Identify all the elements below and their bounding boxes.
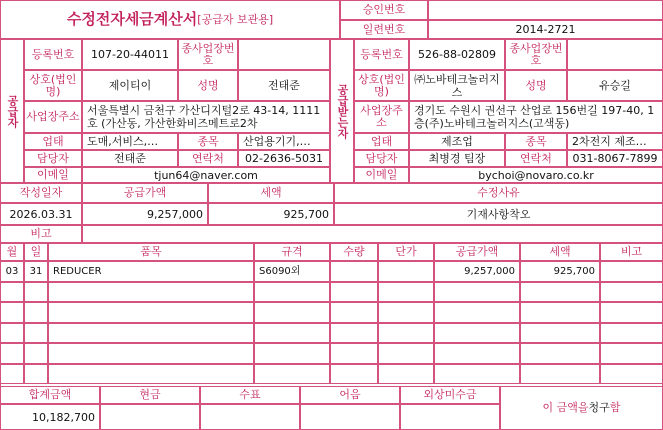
items-cell bbox=[254, 343, 330, 364]
serial-label: 일련번호 bbox=[340, 20, 428, 39]
supplier-branch-value bbox=[238, 39, 330, 70]
items-cell bbox=[254, 364, 330, 385]
items-cell bbox=[378, 282, 434, 303]
items-cell bbox=[0, 343, 24, 364]
supplier-manager-label: 담당자 bbox=[24, 150, 82, 167]
check-label: 수표 bbox=[200, 386, 300, 404]
items-cell: 31 bbox=[24, 261, 48, 282]
claim-prefix: 이 금액을 bbox=[542, 401, 589, 414]
supplier-phone-value: 02-2636-5031 bbox=[238, 150, 330, 167]
buyer-name-label: 상호(법인명) bbox=[354, 70, 409, 101]
items-header-cell: 공급가액 bbox=[434, 243, 520, 261]
supplier-biz-value: 도매,서비스,… bbox=[82, 133, 178, 150]
check-value bbox=[200, 404, 300, 430]
supplier-phone-label: 연락처 bbox=[178, 150, 238, 167]
items-cell bbox=[600, 282, 663, 303]
items-cell bbox=[600, 364, 663, 385]
buyer-reg-value: 526-88-02809 bbox=[409, 39, 505, 70]
buyer-manager-value: 최병경 팀장 bbox=[409, 150, 505, 167]
items-cell bbox=[330, 364, 378, 385]
note-value bbox=[82, 225, 663, 243]
buyer-email-label: 이메일 bbox=[354, 167, 409, 183]
items-cell bbox=[24, 282, 48, 303]
items-cell bbox=[330, 261, 378, 282]
items-cell bbox=[48, 282, 254, 303]
items-cell bbox=[600, 343, 663, 364]
cash-label: 현금 bbox=[100, 386, 200, 404]
supplier-addr-value: 서울특별시 금천구 가산디지털2로 43-14, 1111호 (가산동, 가산한화비즈메트로2차 bbox=[82, 101, 330, 133]
approval-value bbox=[428, 0, 663, 20]
items-cell bbox=[254, 282, 330, 303]
items-cell bbox=[520, 343, 600, 364]
items-cell bbox=[254, 323, 330, 344]
buyer-side-label: 공급받는자 bbox=[330, 39, 354, 183]
items-header-cell: 단가 bbox=[378, 243, 434, 261]
items-cell: 925,700 bbox=[520, 261, 600, 282]
credit-label: 외상미수금 bbox=[400, 386, 500, 404]
items-cell: 9,257,000 bbox=[434, 261, 520, 282]
bill-value bbox=[300, 404, 400, 430]
items-cell bbox=[434, 282, 520, 303]
bill-label: 어음 bbox=[300, 386, 400, 404]
supply-value: 9,257,000 bbox=[82, 203, 208, 225]
items-cell bbox=[0, 323, 24, 344]
claim-suffix: 함 bbox=[609, 401, 621, 414]
supplier-branch-label: 종사업장번호 bbox=[178, 39, 238, 70]
items-cell bbox=[330, 343, 378, 364]
buyer-addr-value: 경기도 수원시 권선구 산업로 156번길 197-40, 1층(주)노바테크놀러지스(고색동) bbox=[409, 101, 663, 133]
items-cell bbox=[378, 261, 434, 282]
items-cell bbox=[0, 364, 24, 385]
reason-value: 기재사항착오 bbox=[334, 203, 663, 225]
cash-value bbox=[100, 404, 200, 430]
invoice-title: 수정전자세금계산서 bbox=[66, 10, 198, 28]
credit-value bbox=[400, 404, 500, 430]
tax-value: 925,700 bbox=[208, 203, 334, 225]
supplier-addr-label: 사업장주소 bbox=[24, 101, 82, 133]
buyer-email-value: bychoi@novaro.co.kr bbox=[409, 167, 663, 183]
supplier-biz-label: 업태 bbox=[24, 133, 82, 150]
supplier-item-label: 종목 bbox=[178, 133, 238, 150]
items-cell bbox=[24, 323, 48, 344]
supplier-side-label: 공급자 bbox=[0, 39, 24, 183]
serial-value: 2014-2721 bbox=[428, 20, 663, 39]
items-cell bbox=[48, 364, 254, 385]
reason-label: 수정사유 bbox=[334, 183, 663, 203]
buyer-branch-value bbox=[567, 39, 663, 70]
items-header-cell: 규격 bbox=[254, 243, 330, 261]
total-value: 10,182,700 bbox=[0, 404, 100, 430]
total-label: 합계금액 bbox=[0, 386, 100, 404]
items-cell bbox=[24, 302, 48, 323]
items-cell bbox=[434, 343, 520, 364]
items-cell bbox=[520, 282, 600, 303]
items-cell: S6090외 bbox=[254, 261, 330, 282]
buyer-item-label: 종목 bbox=[505, 133, 567, 150]
items-header-cell: 일 bbox=[24, 243, 48, 261]
items-cell bbox=[254, 302, 330, 323]
note-label: 비고 bbox=[0, 225, 82, 243]
buyer-name-value: ㈜노바테크놀러지스 bbox=[409, 70, 505, 101]
buyer-reg-label: 등록번호 bbox=[354, 39, 409, 70]
supplier-name-value: 제이티이 bbox=[82, 70, 178, 101]
items-cell bbox=[434, 302, 520, 323]
supplier-reg-label: 등록번호 bbox=[24, 39, 82, 70]
date-value: 2026.03.31 bbox=[0, 203, 82, 225]
items-cell bbox=[330, 323, 378, 344]
items-header-cell: 품목 bbox=[48, 243, 254, 261]
items-cell bbox=[434, 364, 520, 385]
items-cell bbox=[600, 302, 663, 323]
tax-label: 세액 bbox=[208, 183, 334, 203]
supplier-name-label: 상호(법인명) bbox=[24, 70, 82, 101]
items-header-cell: 비고 bbox=[600, 243, 663, 261]
items-cell bbox=[330, 302, 378, 323]
items-cell bbox=[330, 282, 378, 303]
buyer-rep-value: 유승길 bbox=[567, 70, 663, 101]
items-cell bbox=[0, 302, 24, 323]
buyer-branch-label: 종사업장번호 bbox=[505, 39, 567, 70]
items-cell bbox=[378, 364, 434, 385]
items-cell bbox=[600, 323, 663, 344]
supplier-email-value: tjun64@naver.com bbox=[82, 167, 330, 183]
items-cell bbox=[600, 261, 663, 282]
items-cell bbox=[378, 302, 434, 323]
items-cell bbox=[378, 343, 434, 364]
items-cell: REDUCER bbox=[48, 261, 254, 282]
items-cell bbox=[24, 364, 48, 385]
supplier-item-value: 산업용기기,… bbox=[238, 133, 330, 150]
items-cell bbox=[520, 323, 600, 344]
items-header-cell: 세액 bbox=[520, 243, 600, 261]
buyer-addr-label: 사업장주소 bbox=[354, 101, 409, 133]
buyer-rep-label: 성명 bbox=[505, 70, 567, 101]
buyer-biz-value: 제조업 bbox=[409, 133, 505, 150]
items-cell bbox=[24, 343, 48, 364]
invoice-subtitle: [공급자 보관용] bbox=[197, 13, 274, 26]
supplier-email-label: 이메일 bbox=[24, 167, 82, 183]
items-cell bbox=[0, 282, 24, 303]
approval-label: 승인번호 bbox=[340, 0, 428, 20]
items-header-cell: 월 bbox=[0, 243, 24, 261]
buyer-manager-label: 담당자 bbox=[354, 150, 409, 167]
claim-word: 청구 bbox=[588, 401, 610, 414]
items-cell bbox=[434, 323, 520, 344]
supplier-manager-value: 전태준 bbox=[82, 150, 178, 167]
items-cell bbox=[48, 302, 254, 323]
title-cell bbox=[0, 0, 340, 39]
supply-label: 공급가액 bbox=[82, 183, 208, 203]
items-cell bbox=[48, 343, 254, 364]
supplier-rep-value: 전태준 bbox=[238, 70, 330, 101]
items-header-cell: 수량 bbox=[330, 243, 378, 261]
supplier-rep-label: 성명 bbox=[178, 70, 238, 101]
items-cell bbox=[48, 323, 254, 344]
claim-statement bbox=[500, 386, 663, 430]
items-cell bbox=[378, 323, 434, 344]
items-cell bbox=[520, 302, 600, 323]
buyer-phone-value: 031-8067-7899 bbox=[567, 150, 663, 167]
items-cell bbox=[520, 364, 600, 385]
date-label: 작성일자 bbox=[0, 183, 82, 203]
buyer-item-value: 2차전지 제조… bbox=[567, 133, 663, 150]
buyer-phone-label: 연락처 bbox=[505, 150, 567, 167]
buyer-biz-label: 업태 bbox=[354, 133, 409, 150]
supplier-reg-value: 107-20-44011 bbox=[82, 39, 178, 70]
items-cell: 03 bbox=[0, 261, 24, 282]
